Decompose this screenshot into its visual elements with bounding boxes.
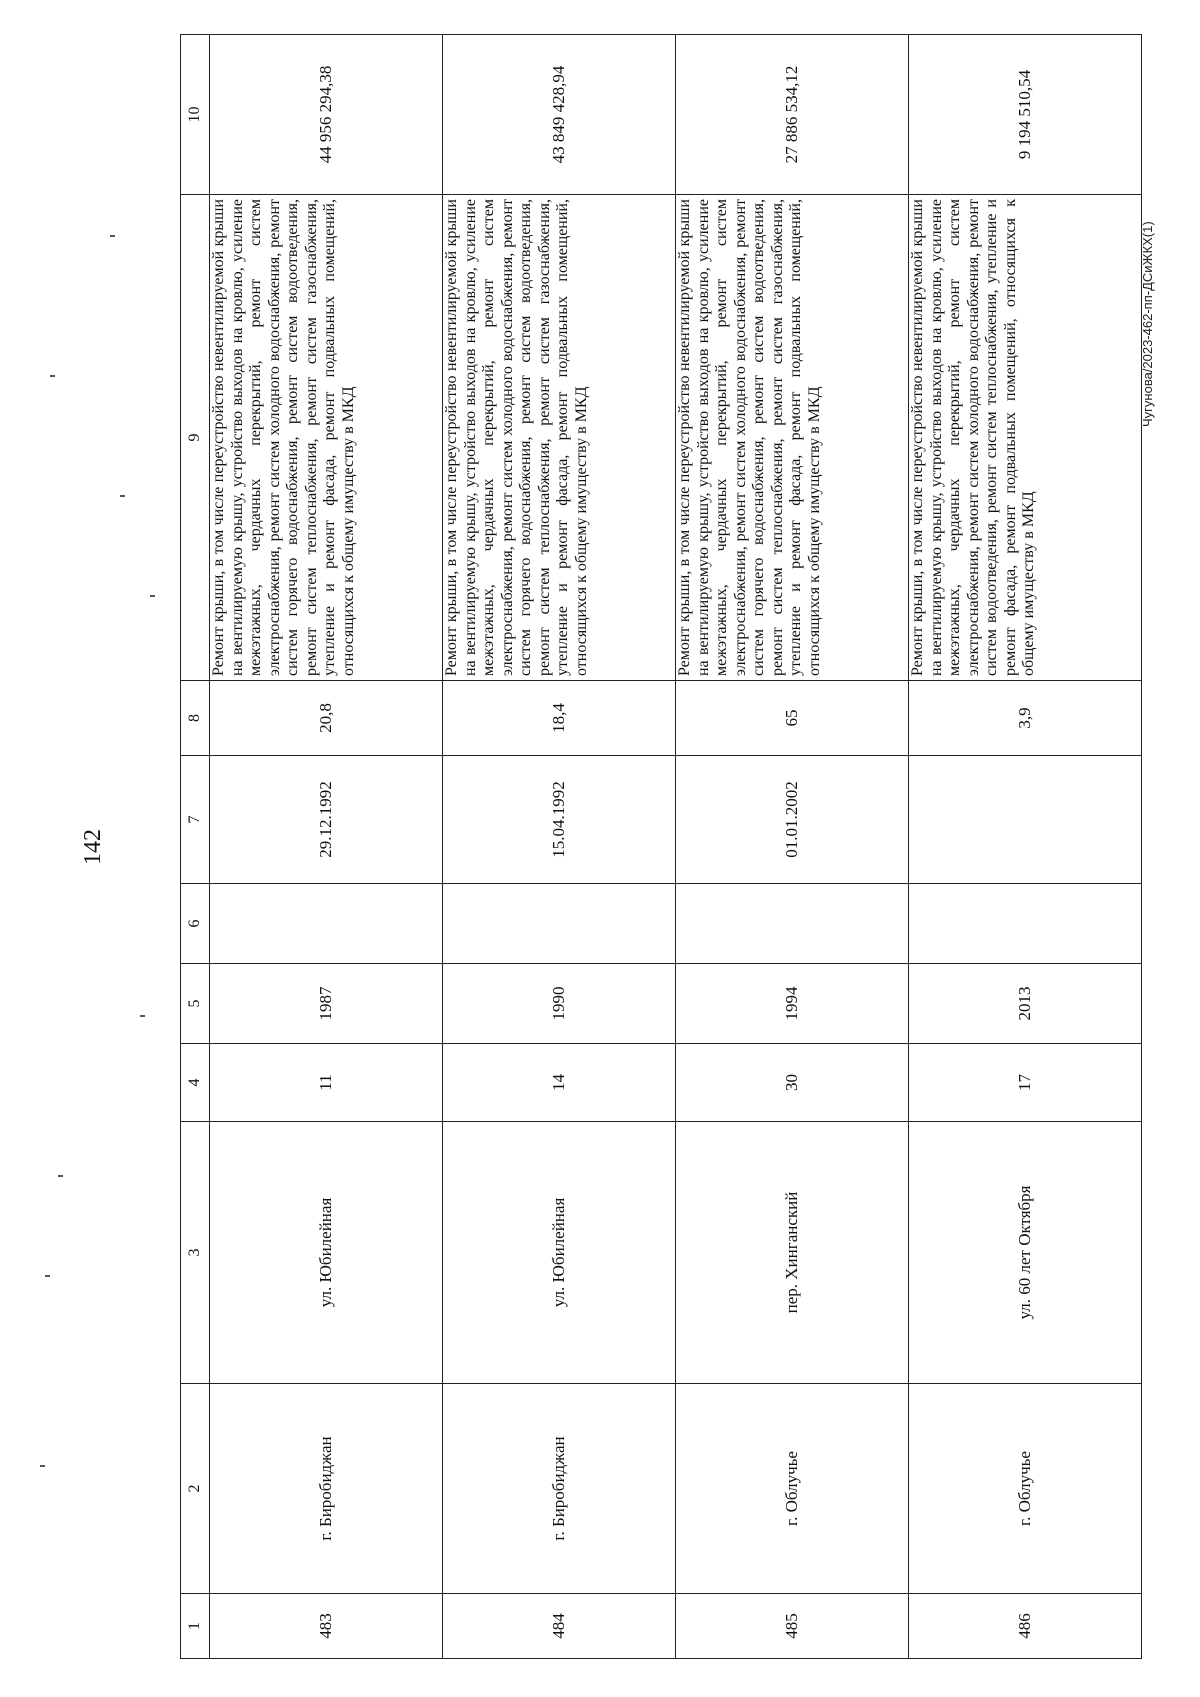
header-row (181, 35, 210, 1659)
city-cell: г. Биробиджан (210, 1384, 443, 1594)
street-cell: ул. Юбилейная (443, 1122, 676, 1384)
cost-cell: 9 194 510,54 (909, 35, 1142, 195)
col-header-8: 8 (181, 681, 210, 756)
year-cell: 1990 (443, 964, 676, 1044)
house-cell: 11 (210, 1044, 443, 1122)
table-row (210, 35, 443, 1659)
table-row (676, 35, 909, 1659)
works-cell: Ремонт крыши, в том числе переустройство невентилируемой крыши на вентилируемую крышу, устройство выходов на кровлю, усиление межэтажных, чердачных перекрытий, ремонт систем электроснабжения, ремонт систем холодного водоснабжения, ремонт систем горячего водоснабжения, ремонт систем водоотведения, ремонт систем теплоснабжения, ремонт систем газоснабжения, утепление и ремонт фасада, ремонт подвальных помещений, относящихся к общему имуществу в МКД (676, 195, 909, 681)
col-header-10: 10 (181, 35, 210, 195)
street-cell: пер. Хинганский (676, 1122, 909, 1384)
row-number: 486 (909, 1594, 1142, 1659)
col-header-9: 9 (181, 195, 210, 681)
col-header-4: 4 (181, 1044, 210, 1122)
scan-speckle (110, 235, 115, 237)
house-cell: 30 (676, 1044, 909, 1122)
table-row (909, 35, 1142, 1659)
col-header-5: 5 (181, 964, 210, 1044)
scan-speckle (50, 375, 55, 377)
col8-cell: 65 (676, 681, 909, 756)
scan-speckle (140, 1015, 145, 1017)
table-row (443, 35, 676, 1659)
works-cell: Ремонт крыши, в том числе переустройство невентилируемой крыши на вентилируемую крышу, устройство выходов на кровлю, усиление межэтажных, чердачных перекрытий, ремонт систем электроснабжения, ремонт систем холодного водоснабжения, ремонт систем горячего водоснабжения, ремонт систем водоотведения, ремонт систем теплоснабжения, ремонт систем газоснабжения, утепление и ремонт фасада, ремонт подвальных помещений, относящихся к общему имуществу в МКД (210, 195, 443, 681)
works-cell: Ремонт крыши, в том числе переустройство невентилируемой крыши на вентилируемую крышу, устройство выходов на кровлю, усиление межэтажных, чердачных перекрытий, ремонт систем электроснабжения, ремонт систем холодного водоснабжения, ремонт систем горячего водоснабжения, ремонт систем водоотведения, ремонт систем теплоснабжения, ремонт систем газоснабжения, утепление и ремонт фасада, ремонт подвальных помещений, относящихся к общему имуществу в МКД (443, 195, 676, 681)
street-cell: ул. Юбилейная (210, 1122, 443, 1384)
col-header-2: 2 (181, 1384, 210, 1594)
page-number: 142 (80, 829, 106, 865)
year-cell: 2013 (909, 964, 1142, 1044)
scan-speckle (58, 1175, 63, 1177)
scan-speckle (120, 495, 125, 497)
document-footer: Чугунова/2023-462-пп-ДСиЖКХ(1) (1140, 221, 1155, 427)
date-cell: 01.01.2002 (676, 756, 909, 884)
cost-cell: 44 956 294,38 (210, 35, 443, 195)
scan-speckle (150, 595, 155, 597)
scan-speckle (45, 1275, 50, 1277)
city-cell: г. Облучье (909, 1384, 1142, 1594)
col8-cell: 20,8 (210, 681, 443, 756)
col-header-3: 3 (181, 1122, 210, 1384)
col8-cell: 3,9 (909, 681, 1142, 756)
row-number: 485 (676, 1594, 909, 1659)
col8-cell: 18,4 (443, 681, 676, 756)
date-cell: 29.12.1992 (210, 756, 443, 884)
col6-cell (210, 884, 443, 964)
col6-cell (676, 884, 909, 964)
house-cell: 14 (443, 1044, 676, 1122)
col-header-6: 6 (181, 884, 210, 964)
house-cell: 17 (909, 1044, 1142, 1122)
col6-cell (909, 884, 1142, 964)
date-cell: 15.04.1992 (443, 756, 676, 884)
row-number: 484 (443, 1594, 676, 1659)
street-cell: ул. 60 лет Октября (909, 1122, 1142, 1384)
city-cell: г. Облучье (676, 1384, 909, 1594)
date-cell (909, 756, 1142, 884)
col-header-7: 7 (181, 756, 210, 884)
works-cell: Ремонт крыши, в том числе переустройство невентилируемой крыши на вентилируемую крышу, устройство выходов на кровлю, усиление межэтажных, чердачных перекрытий, ремонт систем электроснабжения, ремонт систем холодного водоснабжения, ремонт систем водоотведения, ремонт систем теплоснабжения, утепление и ремонт фасада, ремонт подвальных помещений, относящихся к общему имуществу в МКД (909, 195, 1142, 681)
col6-cell (443, 884, 676, 964)
city-cell: г. Биробиджан (443, 1384, 676, 1594)
registry-table (180, 34, 1142, 1659)
cost-cell: 27 886 534,12 (676, 35, 909, 195)
year-cell: 1987 (210, 964, 443, 1044)
row-number: 483 (210, 1594, 443, 1659)
year-cell: 1994 (676, 964, 909, 1044)
cost-cell: 43 849 428,94 (443, 35, 676, 195)
scan-speckle (40, 1465, 45, 1467)
col-header-1: 1 (181, 1594, 210, 1659)
